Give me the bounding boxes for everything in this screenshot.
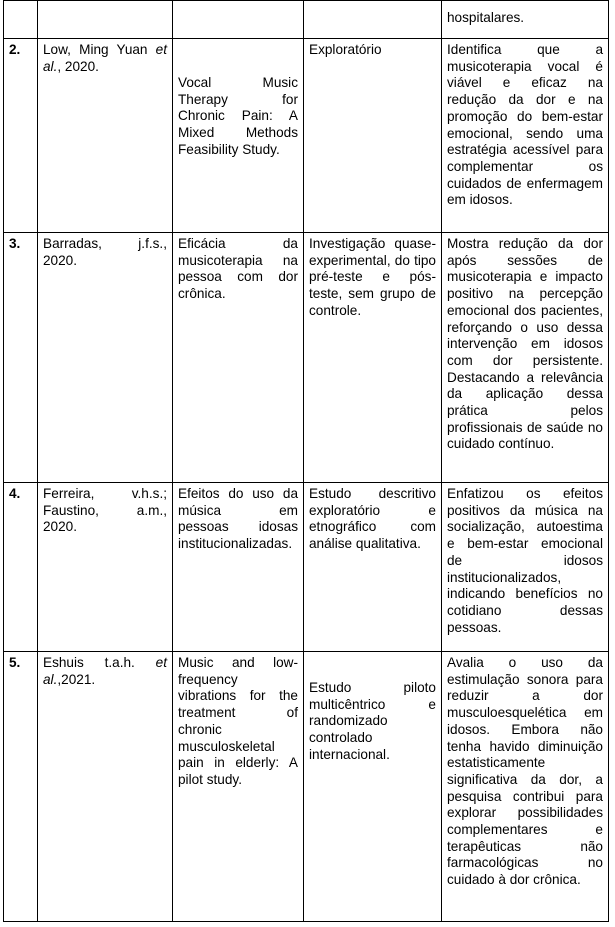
table-row [4,233,609,483]
table-row [4,483,609,652]
studies-table [3,0,609,922]
author-name: Low, Ming Yuan [43,42,148,57]
result-cell: Mostra redução da dor após sessões de musicoterapia e impacto positivo na percepção emocional dos pacientes, reforçando o uso dessa intervenção em idosos com dor persistente. Destacando a relevância da aplicação dessa prática pelos profissionais de saúde no cuidado contínuo. [442,233,609,483]
author-etal: et al. [43,42,168,74]
title-text: Vocal Music Therapy for Chronic Pain: A Mixed Methods Feasibility Study. [178,75,298,157]
result-cell: Identifica que a musicoterapia vocal é viável e eficaz na redução da dor e na promoção do bem-estar emocional, sendo uma estratégia acessível para complementar os cuidados de enfermagem em idosos. [442,39,609,233]
table-row [4,1,609,39]
result-cell: Enfatizou os efeitos positivos da música na socialização, autoestima e bem-estar emocional de idosos institucionalizados, indicando benefícios no cotidiano dessas pessoas. [442,483,609,652]
method-cell [304,652,442,922]
author-cell: Barradas, j.f.s., 2020. [38,233,173,483]
row-number: 3. [4,233,38,483]
document-page [3,0,609,922]
method-text: Estudo piloto multicêntrico e randomizado controlado internacional. [309,680,436,762]
table-row [4,652,609,922]
result-cell: Avalia o uso da estimulação sonora para reduzir a dor musculoesquelética em idosos. Embora não tenha havido diminuição estatisticamente significativa da dor, a pesquisa contribui para explorar possibilidades complementares e terapêuticas não farmacológicas no cuidado à dor crônica. [442,652,609,922]
method-cell: Exploratório [304,39,442,233]
author-cell: Ferreira, v.h.s.; Faustino, a.m., 2020. [38,483,173,652]
title-cell: Efeitos do uso da música em pessoas idosas institucionalizadas. [173,483,304,652]
author-year: ,2021. [57,671,96,687]
method-cell: Investigação quase-experimental, do tipo pré-teste e pós-teste, sem grupo de controle. [304,233,442,483]
method-cell [304,1,442,39]
table-row [4,39,609,233]
title-cell [173,39,304,233]
row-number: 4. [4,483,38,652]
author-cell [38,39,173,233]
author-etal: et al. [43,655,167,687]
author-cell [38,652,173,922]
author-year: , 2020. [57,58,99,74]
title-cell [173,1,304,39]
title-cell: Music and low-frequency vibrations for the treatment of chronic musculoskeletal pain in elderly: A pilot study. [173,652,304,922]
author-name: Eshuis t.a.h. [43,655,135,670]
row-number: 5. [4,652,38,922]
row-number: 2. [4,39,38,233]
result-cell: hospitalares. [442,1,609,39]
author-cell [38,1,173,39]
row-number [4,1,38,39]
method-cell: Estudo descritivo exploratório e etnográfico com análise qualitativa. [304,483,442,652]
title-cell: Eficácia da musicoterapia na pessoa com dor crônica. [173,233,304,483]
